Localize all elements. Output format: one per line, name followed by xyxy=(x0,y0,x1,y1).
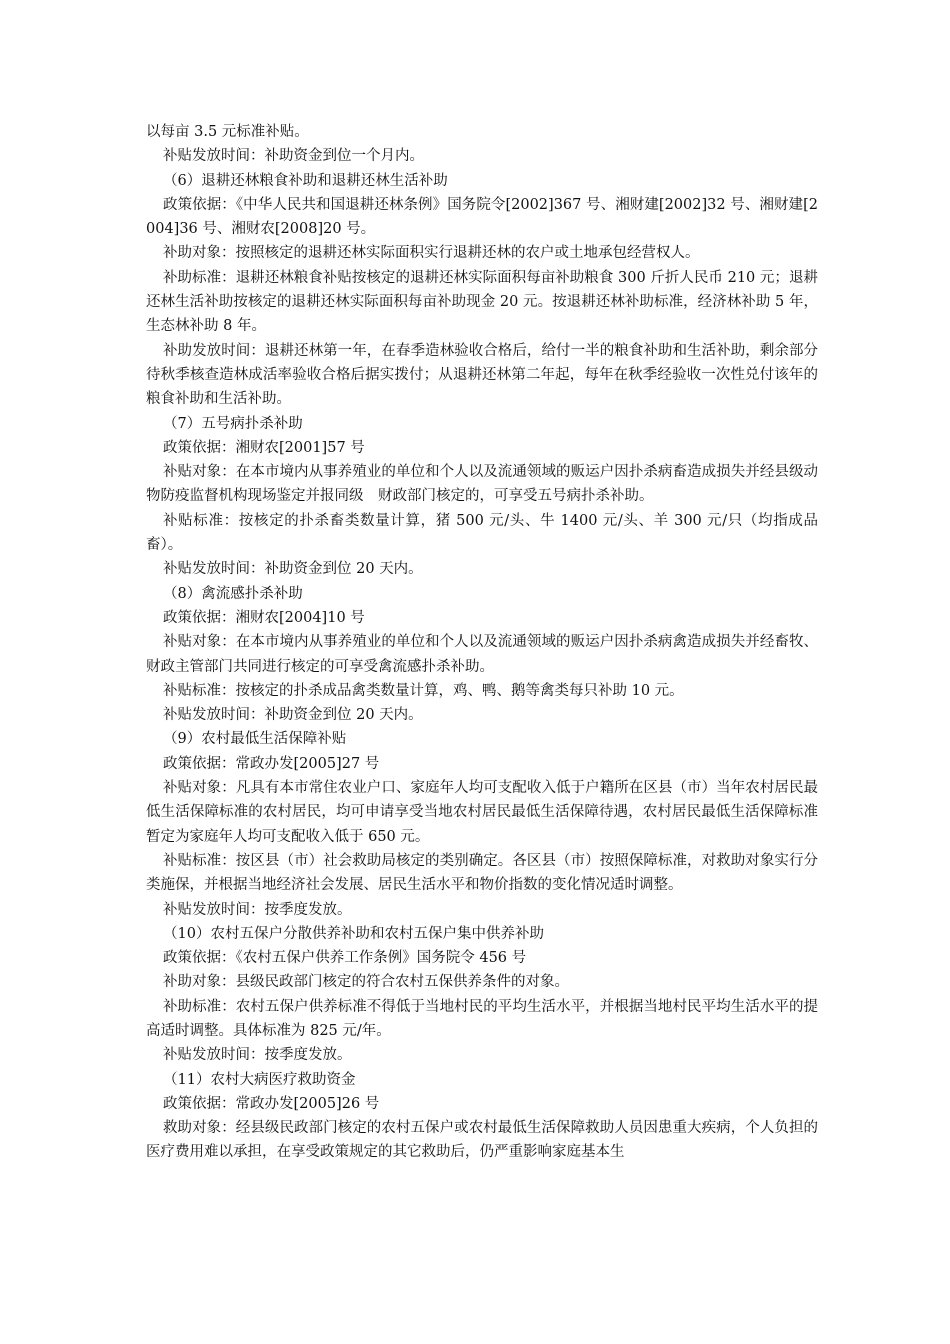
section-heading: （6）退耕还林粮食补助和退耕还林生活补助 xyxy=(163,172,448,189)
paragraph: 补贴发放时间：按季度发放。 xyxy=(163,1047,352,1064)
paragraph: 补贴对象：在本市境内从事养殖业的单位和个人以及流通领域的贩运户因扑杀病禽造成损失并经畜牧、财政主管部门共同进行核定的可享受禽流感扑杀补助。 xyxy=(146,634,818,675)
section-heading: （7）五号病扑杀补助 xyxy=(163,415,303,432)
paragraph: 政策依据：常政办发[2005]26 号 xyxy=(163,1095,380,1112)
paragraph: 政策依据：湘财农[2001]57 号 xyxy=(163,439,365,456)
paragraph: 补贴标准：按核定的扑杀畜类数量计算，猪 500 元/头、牛 1400 元/头、羊 300 元/只（均指成品畜）。 xyxy=(146,512,818,554)
paragraph: 补贴发放时间：补助资金到位 20 天内。 xyxy=(163,707,423,724)
section-heading: （9）农村最低生活保障补贴 xyxy=(163,731,347,748)
paragraph: 政策依据：《农村五保户供养工作条例》国务院令 456 号 xyxy=(163,950,527,967)
paragraph: 救助对象：经县级民政部门核定的农村五保户或农村最低生活保障救助人员因患重大疾病，个人负担的医疗费用难以承担，在享受政策规定的其它救助后，仍严重影响家庭基本生 xyxy=(146,1120,818,1161)
paragraph: 以每亩 3.5 元标准补贴。 xyxy=(146,124,309,140)
document-body xyxy=(146,120,818,1165)
paragraph: 补贴标准：按区县（市）社会救助局核定的类别确定。各区县（市）按照保障标准，对救助对象实行分类施保，并根据当地经济社会发展、居民生活水平和物价指数的变化情况适时调整。 xyxy=(146,852,818,894)
section-heading: （11）农村大病医疗救助资金 xyxy=(163,1071,356,1088)
paragraph: 政策依据：常政办发[2005]27 号 xyxy=(163,755,380,772)
paragraph: 补贴标准：按核定的扑杀成品禽类数量计算，鸡、鸭、鹅等禽类每只补助 10 元。 xyxy=(163,682,684,699)
paragraph: 补贴发放时间：按季度发放。 xyxy=(163,901,352,918)
section-heading: （8）禽流感扑杀补助 xyxy=(163,585,303,602)
paragraph: 补助发放时间：退耕还林第一年，在春季造林验收合格后，给付一半的粮食补助和生活补助，剩余部分待秋季核查造林成活率验收合格后据实拨付；从退耕还林第二年起，每年在秋季经验收一次性兑付该年的粮食补助和生活补助。 xyxy=(146,342,818,408)
section-heading: （10）农村五保户分散供养补助和农村五保户集中供养补助 xyxy=(163,925,544,942)
paragraph: 补助标准：退耕还林粮食补贴按核定的退耕还林实际面积每亩补助粮食 300 斤折人民币 210 元；退耕还林生活补助按核定的退耕还林实际面积每亩补助现金 20 元。按退耕还林补助标准，经济林补助 5 年，生态林补助 8 年。 xyxy=(146,269,818,335)
paragraph: 补助对象：县级民政部门核定的符合农村五保供养条件的对象。 xyxy=(163,974,569,991)
paragraph: 补贴对象：凡具有本市常住农业户口、家庭年人均可支配收入低于户籍所在区县（市）当年农村居民最低生活保障标准的农村居民，均可申请享受当地农村居民最低生活保障待遇，农村居民最低生活保障标准暂定为家庭年人均可支配收入低于 650 元。 xyxy=(146,780,818,845)
paragraph: 补贴发放时间：补助资金到位一个月内。 xyxy=(163,148,424,165)
paragraph: 政策依据：湘财农[2004]10 号 xyxy=(163,609,365,626)
paragraph: 补贴发放时间：补助资金到位 20 天内。 xyxy=(163,561,423,578)
paragraph: 补助对象：按照核定的退耕还林实际面积实行退耕还林的农户或土地承包经营权人。 xyxy=(163,245,700,262)
paragraph: 政策依据：《中华人民共和国退耕还林条例》国务院令[2002]367 号、湘财建[2002]32 号、湘财建[2004]36 号、湘财农[2008]20 号。 xyxy=(146,196,818,238)
paragraph: 补贴对象：在本市境内从事养殖业的单位和个人以及流通领域的贩运户因扑杀病畜造成损失并经县级动物防疫监督机构现场鉴定并报同级 财政部门核定的，可享受五号病扑杀补助。 xyxy=(146,464,818,505)
paragraph: 补助标准：农村五保户供养标准不得低于当地村民的平均生活水平，并根据当地村民平均生活水平的提高适时调整。具体标准为 825 元/年。 xyxy=(146,998,818,1039)
